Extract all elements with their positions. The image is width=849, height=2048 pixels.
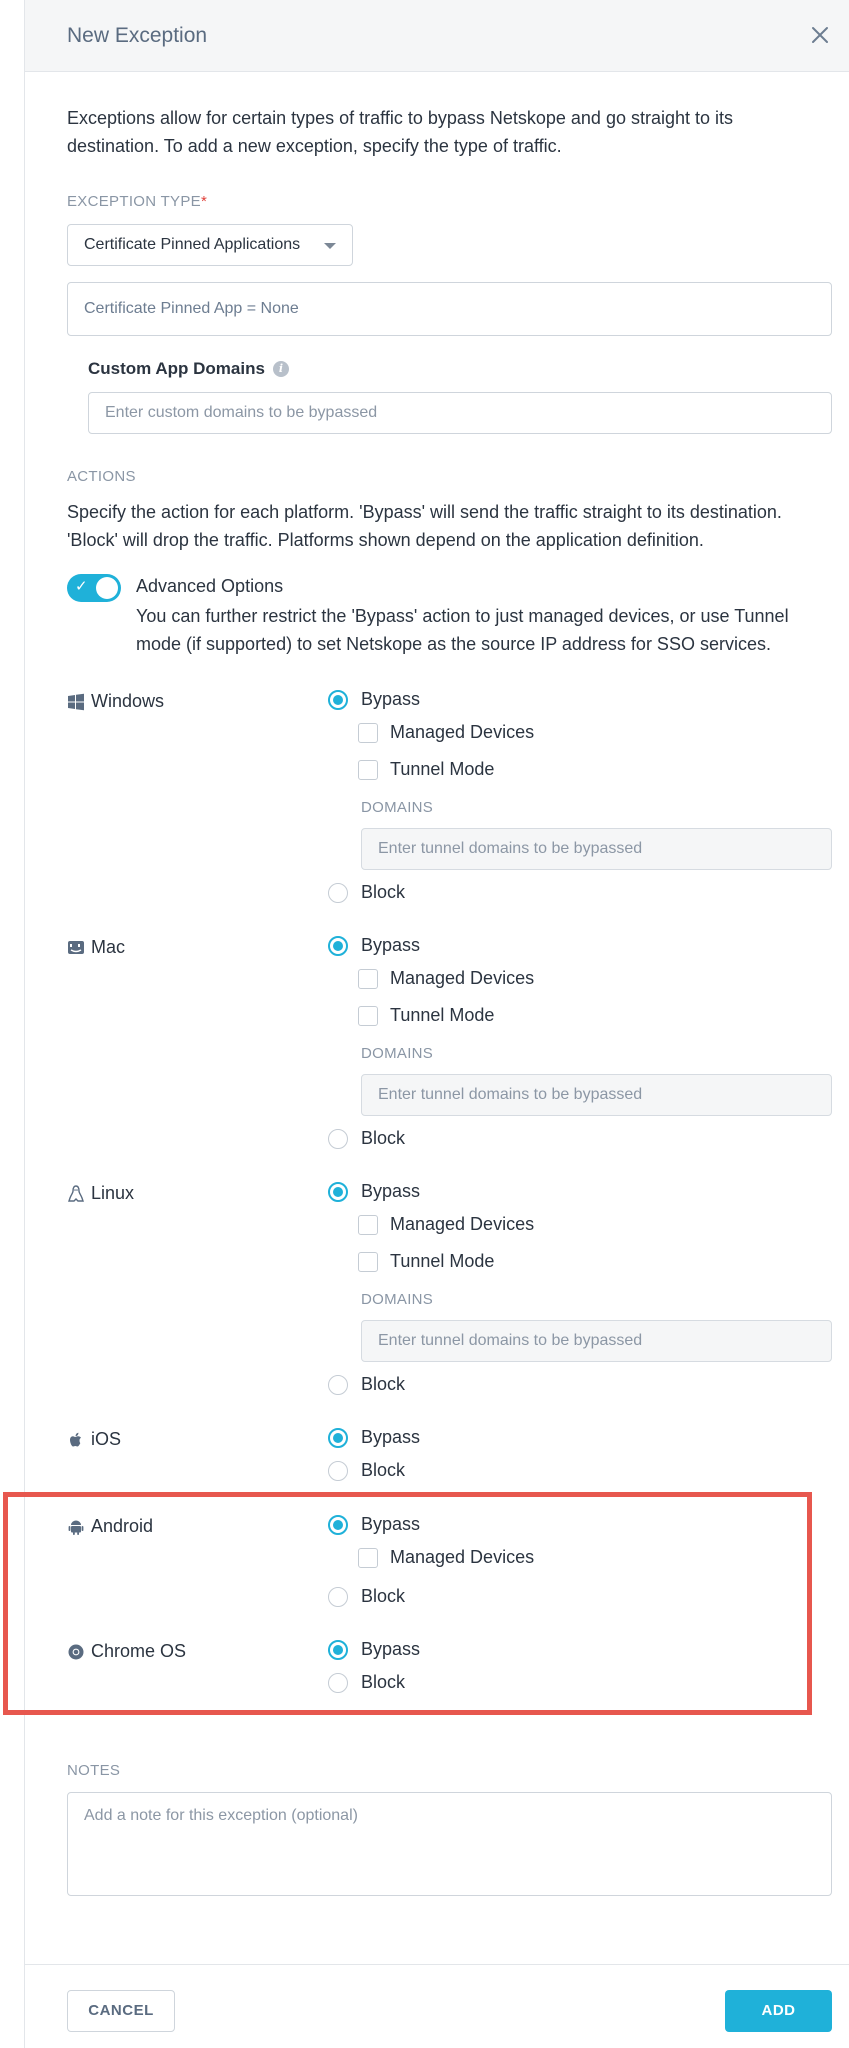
custom-domains-placeholder: Enter custom domains to be bypassed: [105, 404, 378, 421]
intro-text: Exceptions allow for certain types of traffic to bypass Netskope and go straight to its destination. To add a new exception, specify the type of traffic.: [67, 108, 734, 156]
ios-block-label: Block: [361, 1460, 406, 1480]
cancel-button[interactable]: CANCEL: [67, 1990, 175, 2032]
check-icon: ✓: [75, 578, 88, 595]
toggle-knob: [96, 577, 118, 599]
mac-domains-input[interactable]: [361, 1074, 832, 1116]
chromeos-bypass-label: Bypass: [361, 1639, 421, 1659]
windows-bypass-radio[interactable]: [328, 690, 348, 710]
ios-bypass-radio[interactable]: [328, 1428, 348, 1448]
app-summary-field[interactable]: [67, 282, 832, 336]
android-managed-label: Managed Devices: [390, 1547, 535, 1567]
linux-tunnel-checkbox[interactable]: [358, 1252, 378, 1272]
windows-tunnel-checkbox[interactable]: [358, 760, 378, 780]
exception-type-value: Certificate Pinned Applications: [84, 236, 301, 253]
mac-block-radio[interactable]: [328, 1129, 348, 1149]
windows-tunnel-label: Tunnel Mode: [390, 759, 495, 779]
windows-block-label: Block: [361, 882, 406, 902]
linux-block-label: Block: [361, 1374, 406, 1394]
custom-domains-input[interactable]: [88, 392, 832, 434]
advanced-options-toggle[interactable]: [67, 574, 121, 602]
mac-bypass-radio[interactable]: [328, 936, 348, 956]
windows-managed-checkbox[interactable]: [358, 723, 378, 743]
android-block-label: Block: [361, 1586, 406, 1606]
finder-icon: [67, 939, 85, 957]
mac-managed-checkbox[interactable]: [358, 969, 378, 989]
notes-textarea[interactable]: [67, 1792, 832, 1896]
notes-label: NOTES: [67, 1762, 121, 1779]
platform-windows: Windows: [67, 691, 164, 712]
platform-chromeos: Chrome OS: [67, 1641, 186, 1662]
linux-bypass-radio[interactable]: [328, 1182, 348, 1202]
advanced-options-label: Advanced Options: [136, 576, 284, 596]
new-exception-dialog: [24, 0, 849, 2048]
platform-ios: iOS: [67, 1429, 121, 1450]
custom-app-domains-label: Custom App Domains i: [88, 359, 289, 379]
annotation-highlight-box: [3, 1492, 812, 1715]
windows-domains-label: DOMAINS: [361, 799, 434, 816]
actions-label: ACTIONS: [67, 468, 136, 485]
advanced-options-description: You can further restrict the 'Bypass' action to just managed devices, or use Tunnel mode (if supported) to set Netskope as the source IP address for SSO services.: [136, 606, 789, 654]
mac-tunnel-checkbox[interactable]: [358, 1006, 378, 1026]
close-icon[interactable]: [808, 23, 832, 47]
mac-bypass-label: Bypass: [361, 935, 421, 955]
linux-domains-placeholder: Enter tunnel domains to be bypassed: [378, 1332, 643, 1349]
platform-android: Android: [67, 1516, 153, 1537]
actions-description: Specify the action for each platform. 'Bypass' will send the traffic straight to its destination. 'Block' will drop the traffic. Platforms shown depend on the application definition.: [67, 502, 782, 550]
exception-type-label: EXCEPTION TYPE*: [67, 193, 208, 210]
footer-divider: [25, 1964, 849, 1965]
linux-icon: [67, 1185, 85, 1203]
info-icon[interactable]: i: [273, 361, 289, 377]
ios-block-radio[interactable]: [328, 1461, 348, 1481]
windows-managed-label: Managed Devices: [390, 722, 535, 742]
mac-domains-placeholder: Enter tunnel domains to be bypassed: [378, 1086, 643, 1103]
windows-block-radio[interactable]: [328, 883, 348, 903]
linux-domains-input[interactable]: [361, 1320, 832, 1362]
platform-mac: Mac: [67, 937, 125, 958]
windows-domains-placeholder: Enter tunnel domains to be bypassed: [378, 840, 643, 857]
add-button[interactable]: ADD: [725, 1990, 832, 2032]
linux-block-radio[interactable]: [328, 1375, 348, 1395]
exception-type-select[interactable]: [67, 224, 353, 266]
mac-domains-label: DOMAINS: [361, 1045, 434, 1062]
dialog-header: [25, 0, 849, 72]
android-bypass-label: Bypass: [361, 1514, 421, 1534]
platform-linux: Linux: [67, 1183, 134, 1204]
dialog-title: New Exception: [67, 24, 208, 47]
notes-placeholder: Add a note for this exception (optional): [84, 1807, 358, 1824]
windows-domains-input[interactable]: [361, 828, 832, 870]
apple-icon: [67, 1431, 85, 1449]
windows-bypass-label: Bypass: [361, 689, 421, 709]
windows-icon: [67, 693, 85, 711]
mac-tunnel-label: Tunnel Mode: [390, 1005, 495, 1025]
ios-bypass-label: Bypass: [361, 1427, 421, 1447]
chromeos-block-label: Block: [361, 1672, 406, 1692]
mac-managed-label: Managed Devices: [390, 968, 535, 988]
chevron-down-icon: [324, 243, 336, 249]
linux-managed-checkbox[interactable]: [358, 1215, 378, 1235]
linux-tunnel-label: Tunnel Mode: [390, 1251, 495, 1271]
linux-managed-label: Managed Devices: [390, 1214, 535, 1234]
linux-bypass-label: Bypass: [361, 1181, 421, 1201]
app-summary-text: Certificate Pinned App = None: [84, 300, 299, 317]
mac-block-label: Block: [361, 1128, 406, 1148]
linux-domains-label: DOMAINS: [361, 1291, 434, 1308]
